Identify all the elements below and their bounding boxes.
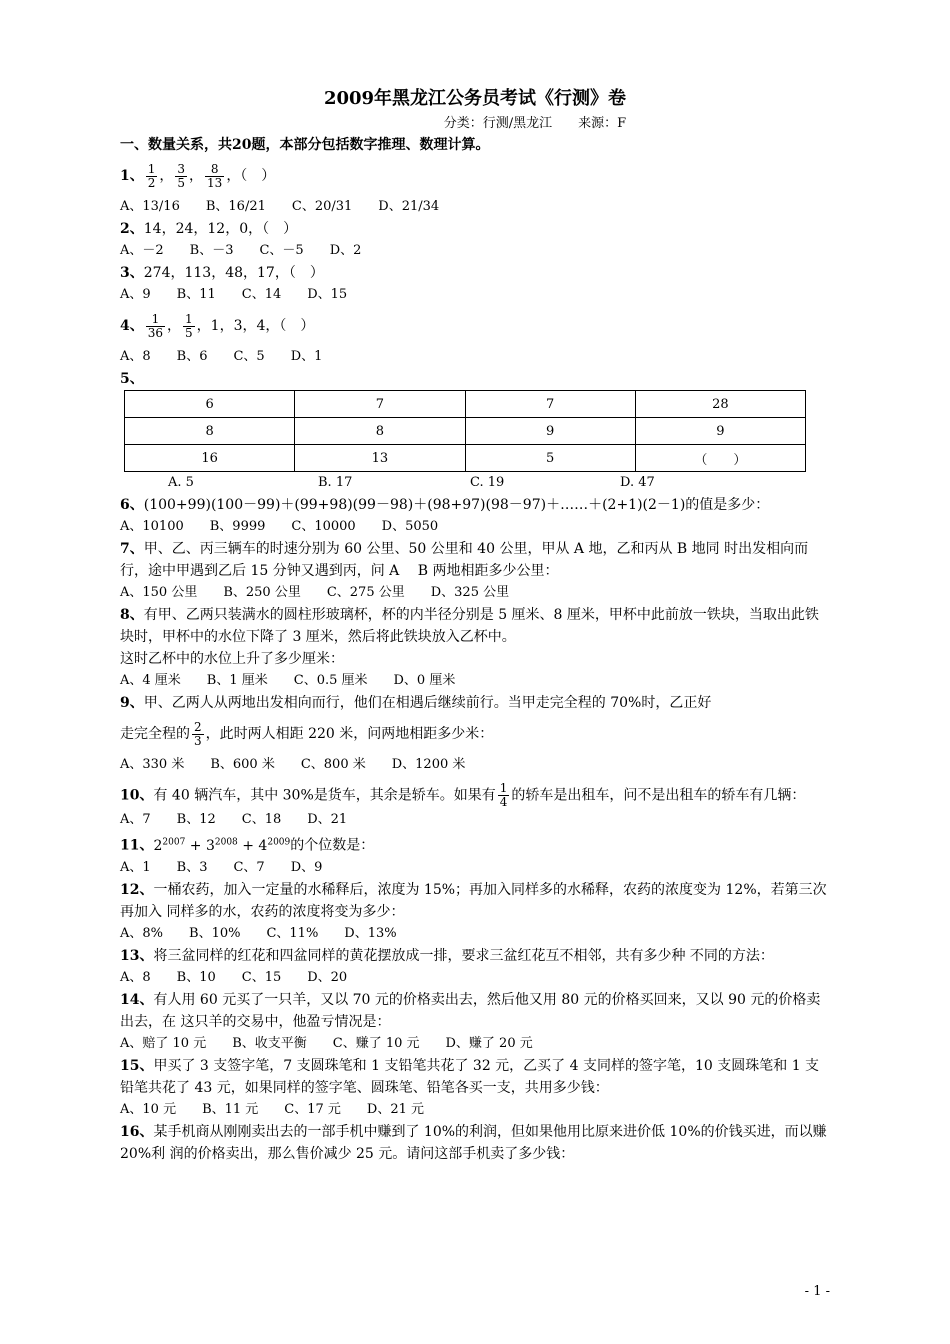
question-16: 16、某手机商从刚刚卖出去的一部手机中赚到了 10%的利润，但如果他用比原来进价低 10%的价钱买进，而以赚 20%利 润的价格卖出，那么售价减少 25 元。请问这部手机卖了多少钱： — [120, 1123, 827, 1162]
fraction: $\frac{1}{2}$ — [147, 161, 156, 190]
answer-options: A、8% B、10% C、11% D、13% — [120, 925, 397, 941]
question-9-continued: 走完全程的 $\frac{2}{3}$ ，此时两人相距 220 米，问两地相距多少米： — [120, 719, 494, 748]
answer-options: A、－2 B、－3 C、－5 D、2 — [120, 243, 362, 258]
question-11: 11、$2^{2007} + 3^{2008} + 4^{2009}$的个位数是： — [120, 837, 375, 854]
question-8: 8、有甲、乙两只装满水的圆柱形玻璃杯，杯的内半径分别是 5 厘米、8 厘米，甲杯中此前放一铁块，当取出此铁块时，甲杯中的水位下降了 3 厘米，然后将此铁块放入乙杯中。 — [120, 607, 819, 645]
fraction: $\frac{1}{36}$ — [147, 311, 164, 340]
question-number: 6、 — [120, 497, 144, 513]
question-number: 9、 — [120, 695, 144, 711]
answer-options: A. 5 B. 17 C. 19 D. 47 — [168, 475, 655, 490]
question-1: 1、 $\frac{1}{2}$ ， $\frac{3}{5}$ ， $\frac{8}{13}$ ，（ ） — [120, 161, 276, 190]
page-number: - 1 - — [804, 1284, 830, 1299]
question-6: 6、(100+99)(100－99)＋(99+98)(99－98)＋(98+97)(98－97)＋……＋(2+1)(2－1)的值是多少： — [120, 497, 770, 513]
fraction: $\frac{1}{4}$ — [499, 781, 508, 809]
question-number: 16、 — [120, 1123, 154, 1140]
section-heading: 一、数量关系，共20题，本部分包括数字推理、数理计算。 — [120, 137, 490, 153]
question-8-continued: 这时乙杯中的水位上升了多少厘米： — [120, 651, 344, 667]
fraction: $\frac{2}{3}$ — [194, 719, 202, 748]
question-5 — [120, 368, 830, 390]
meta-line: 分类：行测/黑龙江 来源：F — [443, 116, 627, 131]
question-number: 1、 — [120, 168, 144, 184]
question-number: 8、 — [120, 607, 144, 623]
answer-options: A、13/16 B、16/21 C、20/31 D、21/34 — [120, 199, 440, 214]
power-expression: $2^{2007} + 3^{2008} + 4^{2009}$ — [153, 837, 291, 854]
answer-options: A、150 公里 B、250 公里 C、275 公里 D、325 公里 — [120, 585, 510, 600]
page-title: 2009年黑龙江公务员考试《行测》卷 — [323, 88, 627, 109]
fraction: $\frac{3}{5}$ — [177, 161, 186, 190]
question-number: 7、 — [120, 541, 144, 557]
question-number: 4、 — [120, 318, 144, 334]
answer-options: A、10 元 B、11 元 C、17 元 D、21 元 — [120, 1101, 425, 1117]
question-13: 13、将三盆同样的红花和四盆同样的黄花摆放成一排，要求三盆红花互不相邻，共有多少种 不同的方法： — [120, 947, 774, 964]
question-4: 4、 $\frac{1}{36}$ ， $\frac{1}{5}$ ，1，3，4，（ ） — [120, 311, 315, 340]
question-number: 3、 — [120, 265, 144, 281]
document-page — [120, 84, 830, 1165]
question-number: 2、 — [120, 221, 144, 237]
answer-options: A、7 B、12 C、18 D、21 — [120, 812, 348, 827]
question-2: 2、14，24，12，0，（ ） — [120, 221, 298, 237]
question-number: 12、 — [120, 881, 154, 898]
question-number: 13、 — [120, 947, 154, 964]
question-number: 14、 — [120, 991, 154, 1008]
question-9: 9、甲、乙两人从两地出发相向而行，他们在相遇后继续前行。当甲走完全程的 70%时，乙正好 — [120, 695, 712, 711]
question-14: 14、有人用 60 元买了一只羊，又以 70 元的价格卖出去，然后他又用 80 元的价格买回来，又以 90 元的价格卖出去，在 这只羊的交易中，他盈亏情况是： — [120, 991, 821, 1030]
question-10: 10、有 40 辆汽车，其中 30%是货车，其余是轿车。如果有 $\frac{1}{4}$ 的轿车是出租车，问不是出租车的轿车有几辆： — [120, 781, 806, 809]
answer-options: A、4 厘米 B、1 厘米 C、0.5 厘米 D、0 厘米 — [120, 673, 456, 688]
question-number: 10、 — [120, 787, 154, 804]
answer-options: A、赔了 10 元 B、收支平衡 C、赚了 10 元 D、赚了 20 元 — [120, 1035, 533, 1051]
answer-options: A、8 B、10 C、15 D、20 — [120, 969, 348, 985]
question-3: 3、274，113，48，17，（ ） — [120, 265, 324, 281]
question-12: 12、一桶农药，加入一定量的水稀释后，浓度为 15%；再加入同样多的水稀释，农药的浓度变为 12%，若第三次再加入 同样多的水，农药的浓度将变为多少： — [120, 881, 827, 920]
answer-options: A、10100 B、9999 C、10000 D、5050 — [120, 519, 439, 534]
answer-options: A、9 B、11 C、14 D、15 — [120, 287, 348, 302]
fraction: $\frac{8}{13}$ — [207, 161, 223, 190]
number-grid: 6 7 7 28 8 8 9 9 16 13 5 （ ） — [124, 390, 806, 472]
question-7: 7、甲、乙、丙三辆车的时速分别为 60 公里、50 公里和 40 公里，甲从 A 地，乙和丙从 B 地同 时出发相向而行，途中甲遇到乙后 15 分钟又遇到丙，问 A B 两地相距多少公里： — [120, 541, 809, 579]
answer-options: A、8 B、6 C、5 D、1 — [120, 349, 323, 364]
answer-options: A、1 B、3 C、7 D、9 — [120, 859, 323, 875]
question-number: 5、 — [120, 371, 144, 387]
answer-options: A、330 米 B、600 米 C、800 米 D、1200 米 — [120, 757, 466, 772]
question-number: 15、 — [120, 1057, 154, 1074]
question-number: 11、 — [120, 837, 154, 854]
question-15: 15、甲买了 3 支签字笔，7 支圆珠笔和 1 支铅笔共花了 32 元，乙买了 4 支同样的签字笔，10 支圆珠笔和 1 支铅笔共花了 43 元，如果同样的签字笔、圆珠笔、铅笔各买一支，共用多少钱： — [120, 1057, 820, 1096]
fraction: $\frac{1}{5}$ — [185, 311, 193, 340]
